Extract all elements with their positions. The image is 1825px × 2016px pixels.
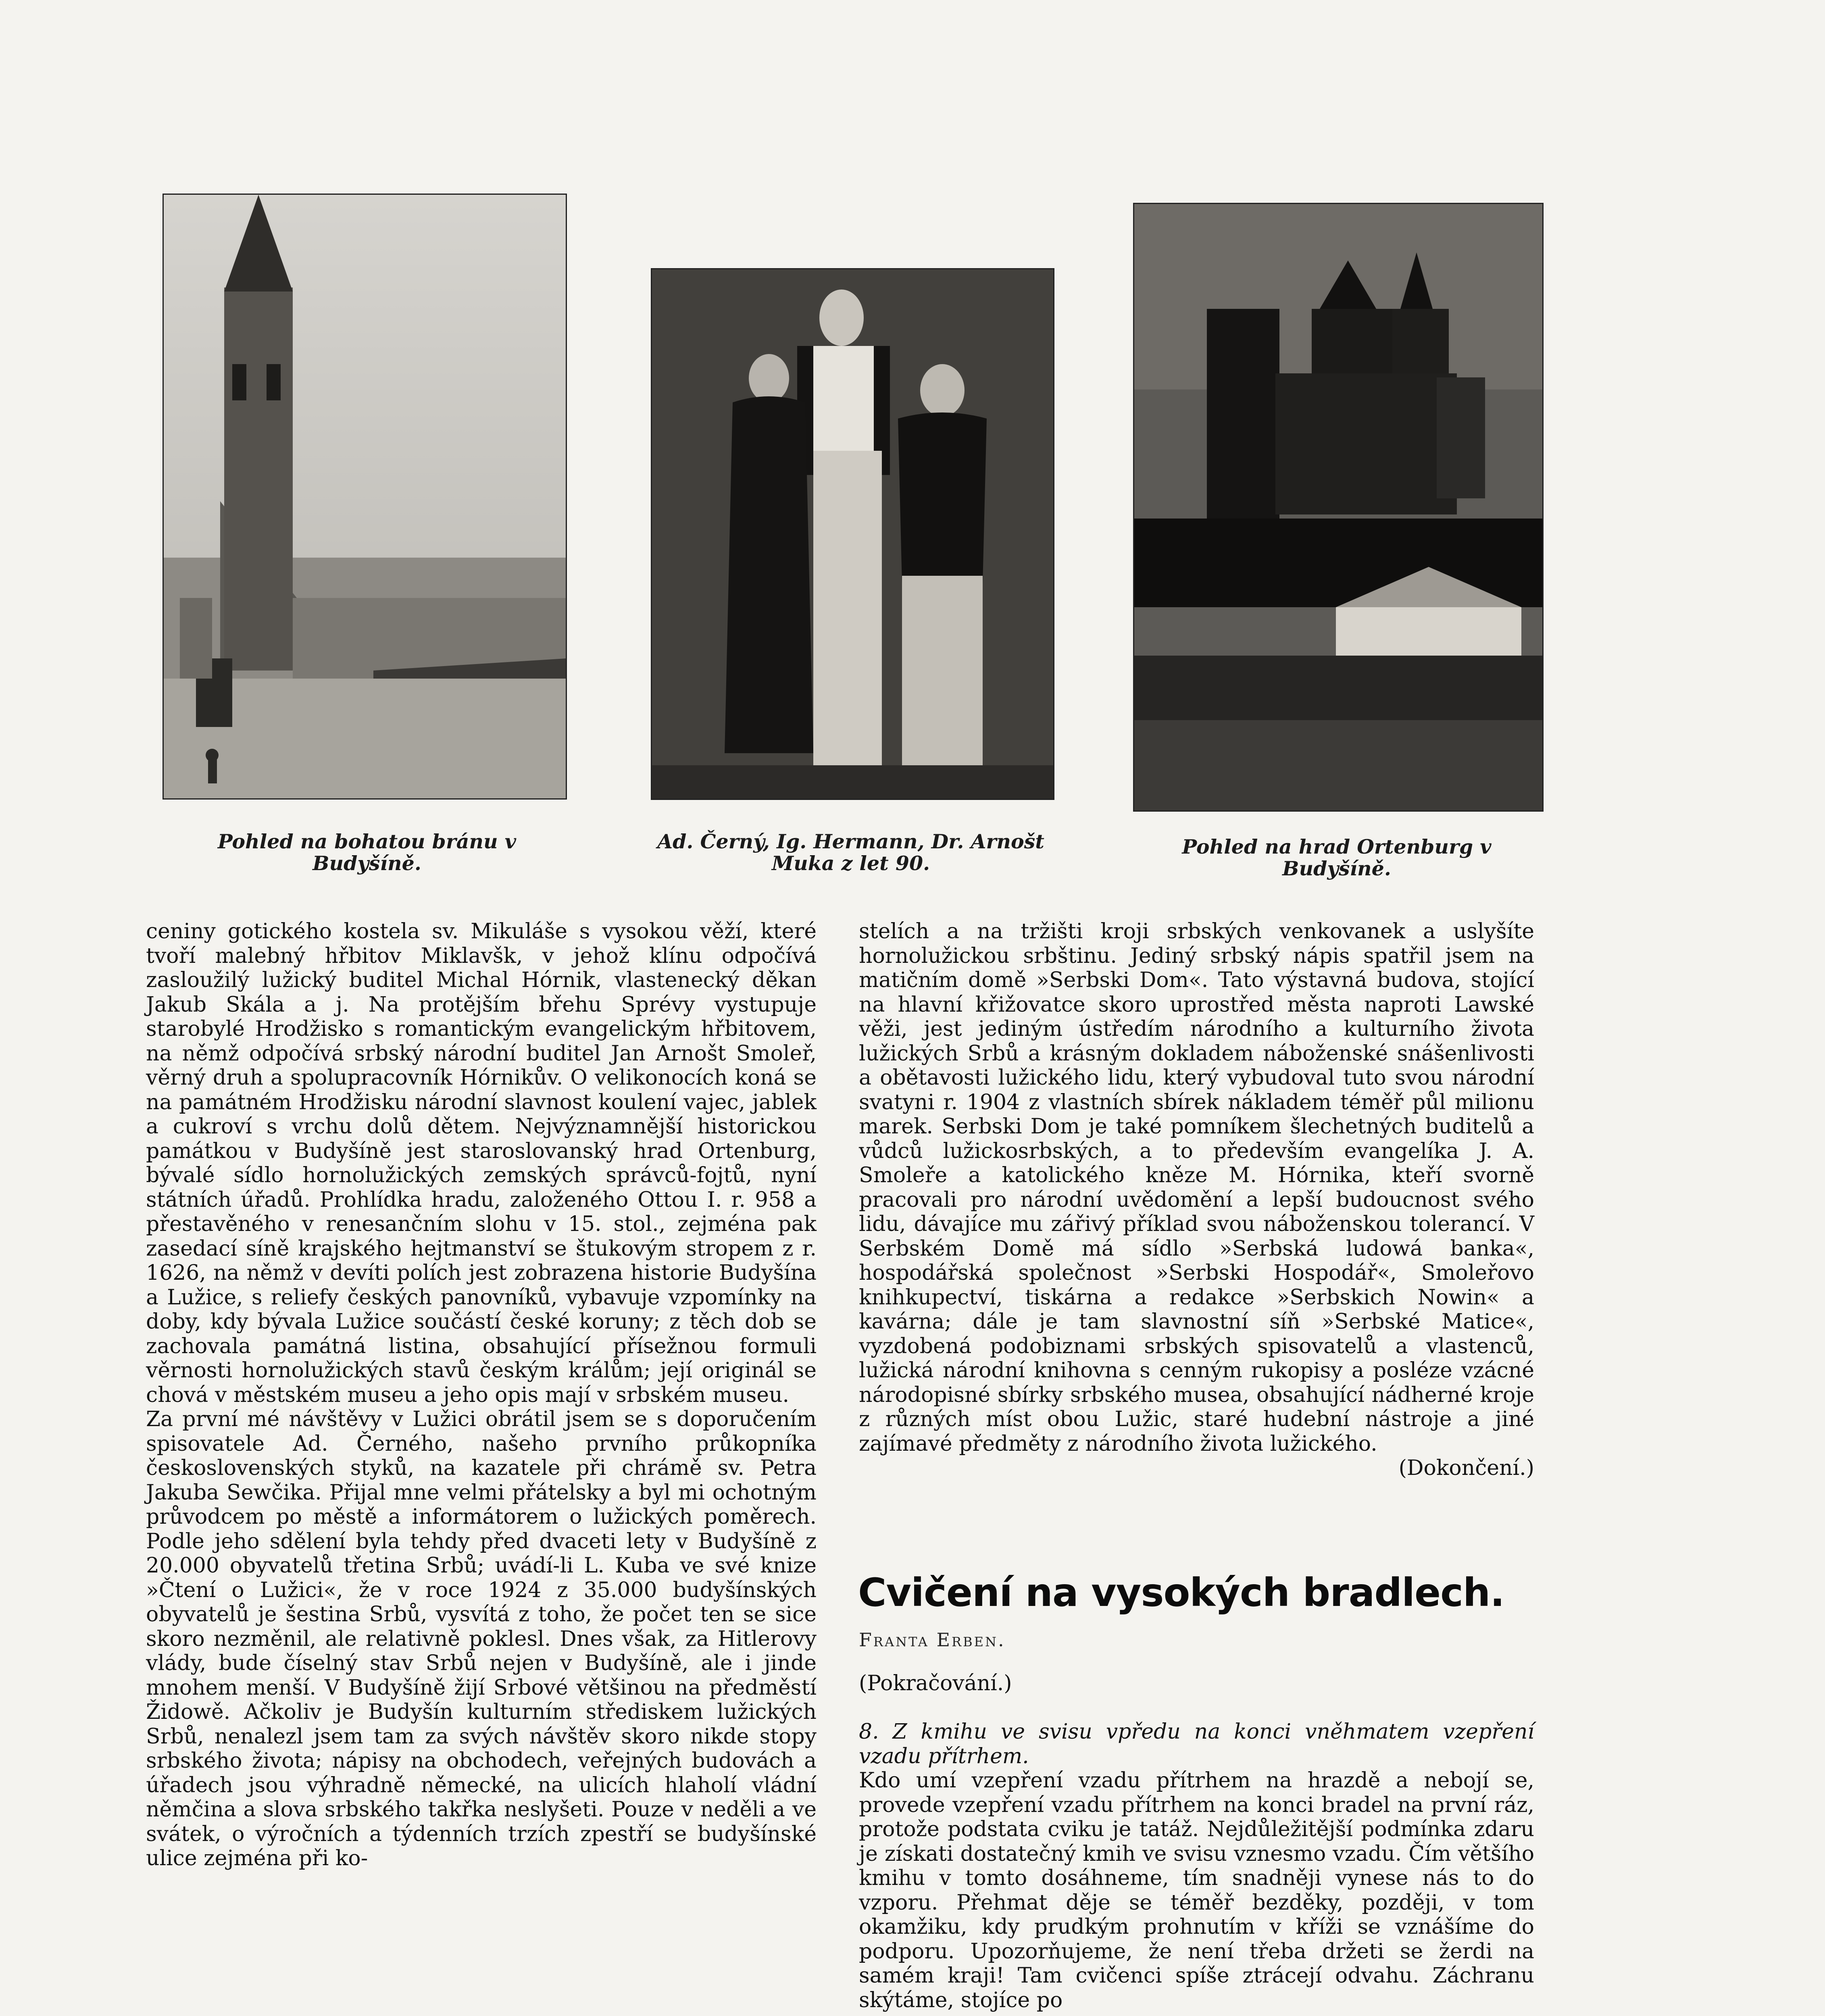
article-body (859, 1720, 1534, 2012)
photo-bohata-brana-image (164, 195, 566, 798)
exercise-title: 8. Z kmihu ve svisu vpředu na konci vněhmatem vzepření vzadu přítrhem. (859, 1720, 1534, 1768)
right-column (859, 919, 1534, 1481)
photo-ortenburg (1133, 203, 1544, 812)
photo-three-men (651, 268, 1054, 800)
caption-bohata-brana: Pohled na bohatou bránu v Budyšíně. (217, 830, 517, 875)
continued-note: (Dokončení.) (1398, 1456, 1534, 1480)
article-author: Franta Erben. (859, 1629, 1006, 1651)
photo-bohata-brana (162, 194, 567, 800)
right-paragraph-1: stelích a na tržišti kroji srbských venkovanek a uslyšíte hornolužickou srbštinu. Jediný srbský nápis spatřil jsem na matičním domě »Serbski Dom«. Tato výstavná budova, stojící na hlavní křižovatce skoro uprostřed města naproti Lawské věži, jest jediným ústředím národního a kulturního života lužických Srbů a krásným dokladem náboženské snášenlivosti a obětavosti lužického lidu, který vybudoval tuto svou národní svatyni r. 1904 z vlastních sbírek nákladem téměř půl milionu marek. Serbski Dom je také pomníkem šlechetných buditelů a vůdců lužickosrbských, a to především evangelíka J. A. Smoleře a katolického kněze M. Hórnika, kteří svorně pracovali pro národní uvědomění a lepší budoucnost svého lidu, dávajíce mu zářivý příklad svou náboženskou tolerancí. V Serbském Domě má sídlo »Serbská ludowá banka«, hospodářská společnost »Serbski Hospodář«, Smoleřovo knihkupectví, tiskárna a redakce »Serbskich Nowin« a kavárna; dále je tam slavnostní síň »Serbské Matice«, vyzdobená podobiznami srbských spisovatelů a vlastenců, lužická národní knihovna s cenným rukopisy a posléze vzácné národopisné sbírky srbského musea, obsahující nádherné kroje z různých míst obou Lužic, staré hudební nástroje a jiné zajímavé předměty z národního života lužického. (859, 919, 1534, 1456)
left-paragraph-2: Za první mé návštěvy v Lužici obrátil jsem se s doporučením spisovatele Ad. Černého, našeho prvního průkopníka československých styků, na kazatele při chrámě sv. Petra Jakuba Sewčika. Přijal mne velmi přátelsky a byl mi ochotným průvodcem po městě a informátorem o lužických poměrech. Podle jeho sdělení byla tehdy před dvaceti lety v Budyšíně z 20.000 obyvatelů třetina Srbů; uvádí-li L. Kuba ve své knize »Čtení o Lužici«, že v roce 1924 z 35.000 budyšínských obyvatelů je šestina Srbů, vysvítá z toho, že počet ten se sice skoro nezměnil, ale relativně poklesl. Dnes však, za Hitlerovy vlády, bude číselný stav Srbů nejen v Budyšíně, ale i jinde mnohem menší. V Budyšíně žijí Srbové většinou na předměstí Židowě. Ačkoliv je Budyšín kulturním střediskem lužických Srbů, nenalezl jsem tam za svých návštěv skoro nikde stopy srbského života; nápisy na obchodech, veřejných budovách a úřadech jsou výhradně německé, na ulicích hlaholí vládní němčina a slova srbského takřka neslyšeti. Pouze v neděli a ve svátek, o výročních a týdenních trzích zpestří se budyšínské ulice zejména při ko- (146, 1407, 817, 1870)
article-heading: Cvičení na vysokých bradlech. (858, 1570, 1504, 1615)
article-continuation-note: (Pokračování.) (859, 1671, 1012, 1695)
left-paragraph-1: ceniny gotického kostela sv. Mikuláše s vysokou věží, které tvoří malebný hřbitov Miklavšk, v jehož klínu odpočívá zasloužilý lužický buditel Michal Hórnik, vlastenecký děkan Jakub Skála a j. Na protějším břehu Sprévy vystupuje starobylé Hrodžisko s romantickým evangelickým hřbitovem, na němž odpočívá srbský národní buditel Jan Arnošt Smoleř, věrný druh a spolupracovník Hórnikův. O velikonocích koná se na památném Hrodžisku národní slavnost koulení vajec, jablek a cukroví s vrchu dolů dětem. Nejvýznamnější historickou památkou v Budyšíně jest staroslovanský hrad Ortenburg, bývalé sídlo hornolužických zemských správců-fojtů, nyní státních úřadů. Prohlídka hradu, založeného Ottou I. r. 958 a přestavěného v renesančním slohu v 15. stol., zejména pak zasedací síně krajského hejtmanství se štukovým stropem z r. 1626, na němž v devíti polích jest zobrazena historie Budyšína a Lužice, s reliefy českých panovníků, vybavuje vzpomínky na doby, kdy bývala Lužice součástí české koruny; z těch dob se zachovala památná listina, obsahující přísežnou formuli věrnosti hornolužických stavů českým králům; její originál se chová v městském museu a jeho opis mají v srbském museu. (146, 919, 817, 1407)
photo-ortenburg-image (1134, 204, 1542, 810)
left-column (146, 919, 817, 1871)
exercise-body: Kdo umí vzepření vzadu přítrhem na hrazdě a nebojí se, provede vzepření vzadu přítrhem na konci bradel na první ráz, protože podstata cviku je tatáž. Nejdůležitější podmínka zdaru je získati dostatečný kmih ve svisu vznesmo vzadu. Čím většího kmihu v tomto dosáhneme, tím snadněji vynese nás to do vzporu. Přehmat děje se téměř bezděky, později, v tom okamžiku, kdy prudkým prohnutím v kříži se vznášíme do podporu. Upozorňujeme, že není třeba držeti se žerdi na samém kraji! Tam cvičenci spíše ztrácejí odvahu. Záchranu skýtáme, stojíce po (859, 1768, 1534, 2012)
caption-three-men: Ad. Černý, Ig. Hermann, Dr. Arnošt Muka z let 90. (657, 830, 1044, 875)
caption-ortenburg: Pohled na hrad Ortenburg v Budyšíně. (1182, 835, 1492, 880)
photo-three-men-image (652, 269, 1053, 799)
